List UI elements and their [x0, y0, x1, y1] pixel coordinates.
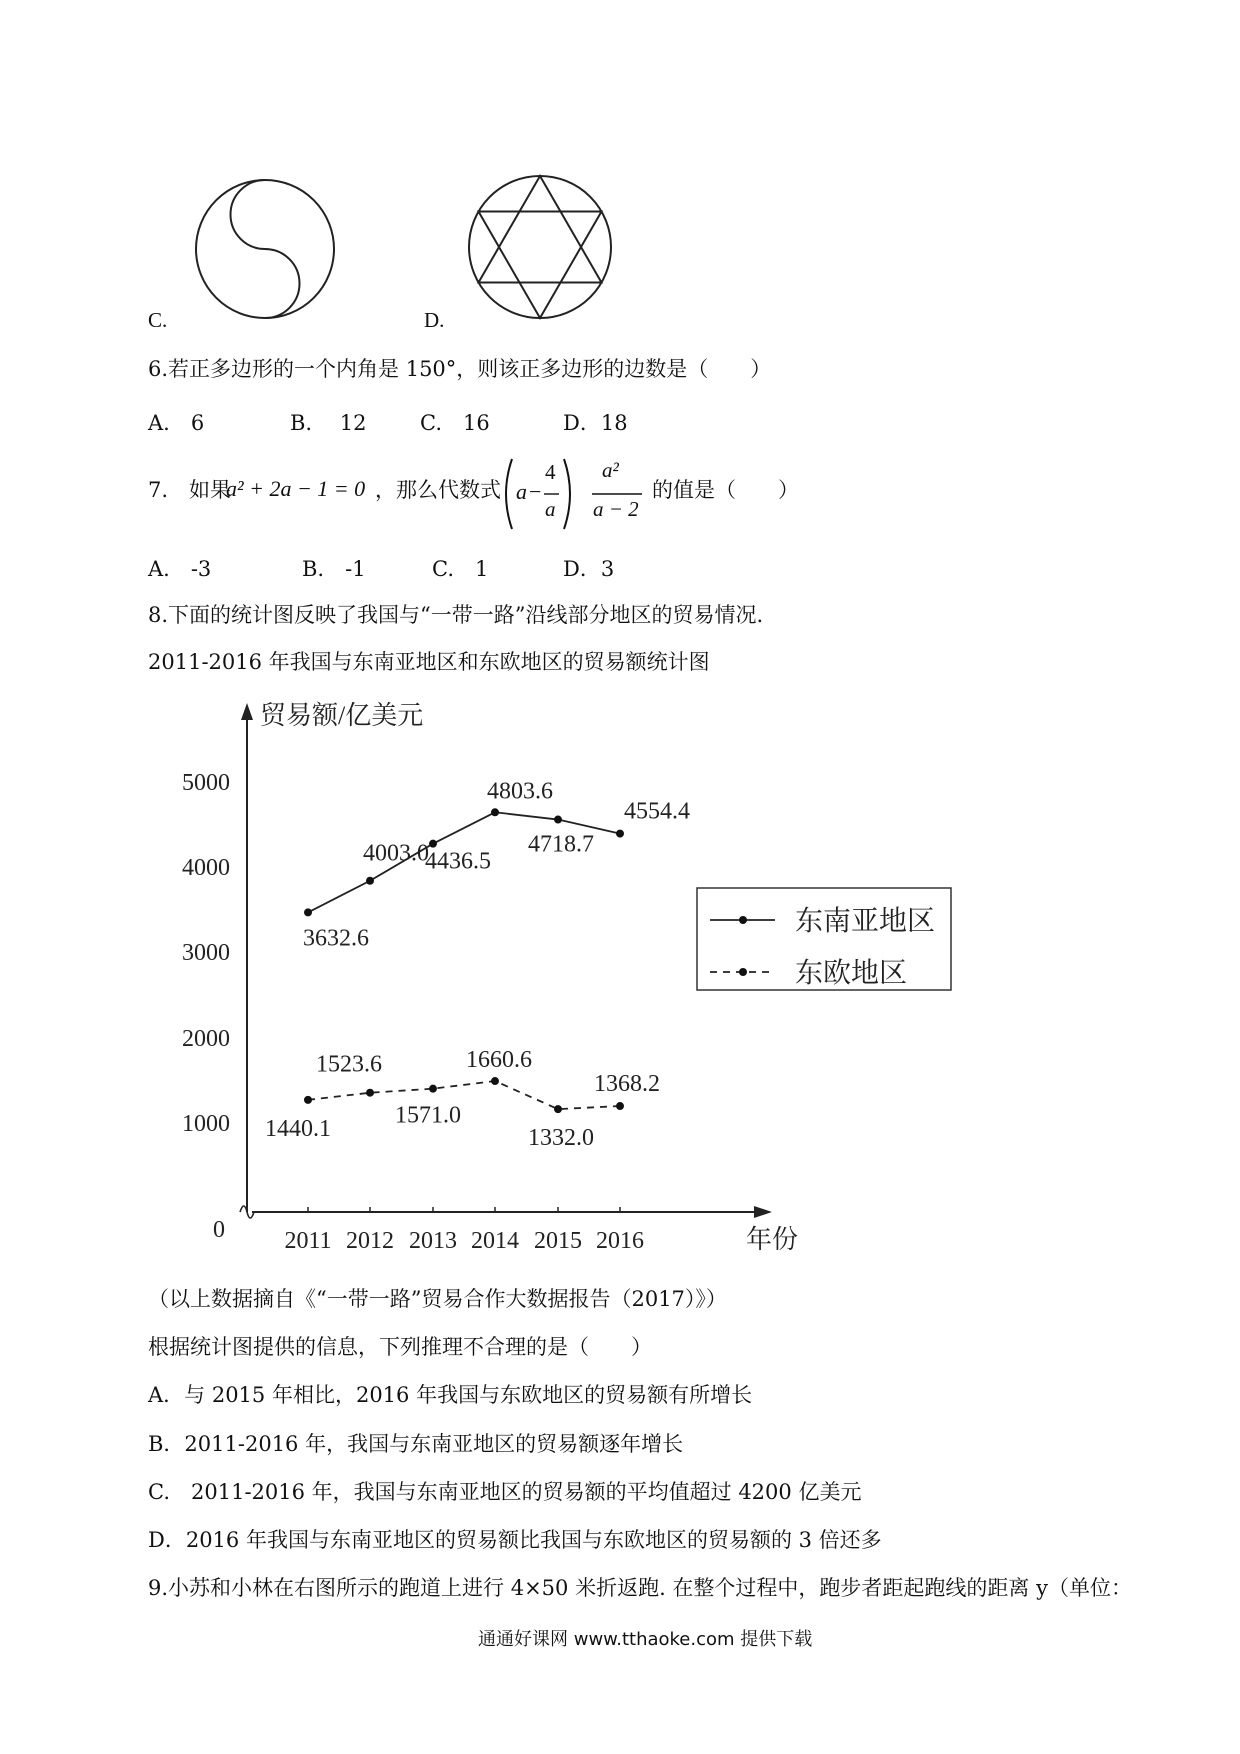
x-tick-label: 2011 — [284, 1228, 332, 1254]
question-7-prefix: 7. 如果 — [148, 478, 232, 502]
eastern-europe-series-line — [308, 1081, 620, 1109]
data-point — [491, 1077, 499, 1085]
q7-frac1-denominator: a — [545, 497, 556, 521]
q8-option-b: B．2011-2016 年，我国与东南亚地区的贸易额逐年增长 — [148, 1432, 684, 1456]
option-d-label: D. — [424, 308, 445, 332]
legend-label-southeast-asia: 东南亚地区 — [795, 906, 936, 937]
x-tick-label: 2014 — [471, 1228, 519, 1254]
data-label: 1368.2 — [594, 1071, 660, 1098]
data-label: 1440.1 — [265, 1115, 331, 1142]
q7-frac2-denominator: a − 2 — [593, 497, 639, 521]
data-label: 4718.7 — [528, 831, 594, 858]
data-label: 1332.0 — [528, 1125, 594, 1152]
data-label: 1660.6 — [466, 1047, 532, 1074]
x-axis-title: 年份 — [746, 1225, 799, 1254]
q7-a-term: a — [516, 479, 527, 504]
data-point — [429, 1085, 437, 1093]
q6-option-d: D．18 — [563, 411, 628, 435]
data-point — [554, 816, 562, 824]
option-c-label: C. — [148, 308, 168, 332]
q7-option-c: C. 1 — [432, 557, 489, 581]
data-point — [554, 1105, 562, 1113]
y-axis-arrow — [241, 703, 253, 720]
q7-condition: a² + 2a − 1 = 0 — [226, 476, 366, 501]
q6-option-b: B. 12 — [290, 411, 367, 435]
y-tick-label: 2000 — [182, 1026, 230, 1052]
legend-label-eastern-europe: 东欧地区 — [795, 958, 908, 989]
q7-minus: − — [529, 479, 542, 504]
figure-d-hexagram — [463, 170, 617, 324]
question-6-text: 6.若正多边形的一个内角是 150°，则该正多边形的边数是（ ） — [148, 357, 772, 381]
data-label: 4003.0 — [363, 840, 429, 867]
data-label: 3632.6 — [303, 925, 369, 952]
data-label: 1571.0 — [395, 1102, 461, 1129]
q7-frac2-numerator: a² — [602, 458, 619, 482]
data-point — [304, 908, 312, 916]
legend-marker — [739, 968, 747, 976]
x-axis-arrow — [754, 1206, 772, 1218]
q7-suffix: 的值是（ ） — [652, 478, 799, 502]
chart-caption: 2011-2016 年我国与东南亚地区和东欧地区的贸易额统计图 — [148, 650, 710, 674]
y-axis-title: 贸易额/亿美元 — [260, 701, 424, 730]
x-tick-label: 2016 — [596, 1228, 644, 1254]
q7-option-a: A. -3 — [148, 557, 212, 581]
data-label: 4803.6 — [487, 778, 553, 805]
y-tick-label: 1000 — [182, 1111, 230, 1137]
figure-c-circle — [190, 174, 340, 324]
data-point — [616, 1102, 624, 1110]
question-8-prompt: 根据统计图提供的信息，下列推理不合理的是（ ） — [148, 1335, 652, 1359]
q6-option-a: A. 6 — [148, 411, 205, 435]
y-tick-label: 0 — [213, 1217, 225, 1243]
page-footer: 通通好课网 www.tthaoke.com 提供下载 — [478, 1629, 813, 1650]
q7-frac1-numerator: 4 — [545, 460, 556, 484]
trade-line-chart — [160, 690, 980, 1270]
question-9-text: 9.小苏和小林在右图所示的跑道上进行 4×50 米折返跑. 在整个过程中，跑步者距起跑线的距离 y（单位： — [148, 1576, 1132, 1600]
data-point — [491, 808, 499, 816]
q8-option-a: A．与 2015 年相比，2016 年我国与东欧地区的贸易额有所增长 — [148, 1383, 753, 1407]
x-tick-label: 2013 — [409, 1228, 457, 1254]
y-tick-label: 5000 — [182, 770, 230, 796]
q7-option-d: D．3 — [563, 557, 615, 581]
x-tick-label: 2012 — [346, 1228, 394, 1254]
q7-middle: ，那么代数式 — [375, 478, 501, 502]
q8-option-d: D．2016 年我国与东南亚地区的贸易额比我国与东欧地区的贸易额的 3 倍还多 — [148, 1528, 882, 1552]
q6-option-c: C. 16 — [420, 411, 490, 435]
y-tick-label: 3000 — [182, 940, 230, 966]
data-label: 4436.5 — [425, 848, 491, 875]
data-point — [366, 1089, 374, 1097]
y-tick-label: 4000 — [182, 855, 230, 881]
data-point — [429, 840, 437, 848]
q8-option-c: C. 2011-2016 年，我国与东南亚地区的贸易额的平均值超过 4200 亿美元 — [148, 1480, 862, 1504]
data-label: 4554.4 — [624, 798, 690, 825]
question-8-intro: 8.下面的统计图反映了我国与“一带一路”沿线部分地区的贸易情况. — [148, 603, 764, 627]
data-point — [304, 1096, 312, 1104]
data-source-note: （以上数据摘自《“一带一路”贸易合作大数据报告（2017）》） — [148, 1287, 727, 1311]
data-label: 1523.6 — [316, 1051, 382, 1078]
data-point — [366, 877, 374, 885]
data-point — [616, 830, 624, 838]
legend-marker — [739, 916, 747, 924]
x-tick-label: 2015 — [534, 1228, 582, 1254]
q7-option-b: B. -1 — [302, 557, 366, 581]
